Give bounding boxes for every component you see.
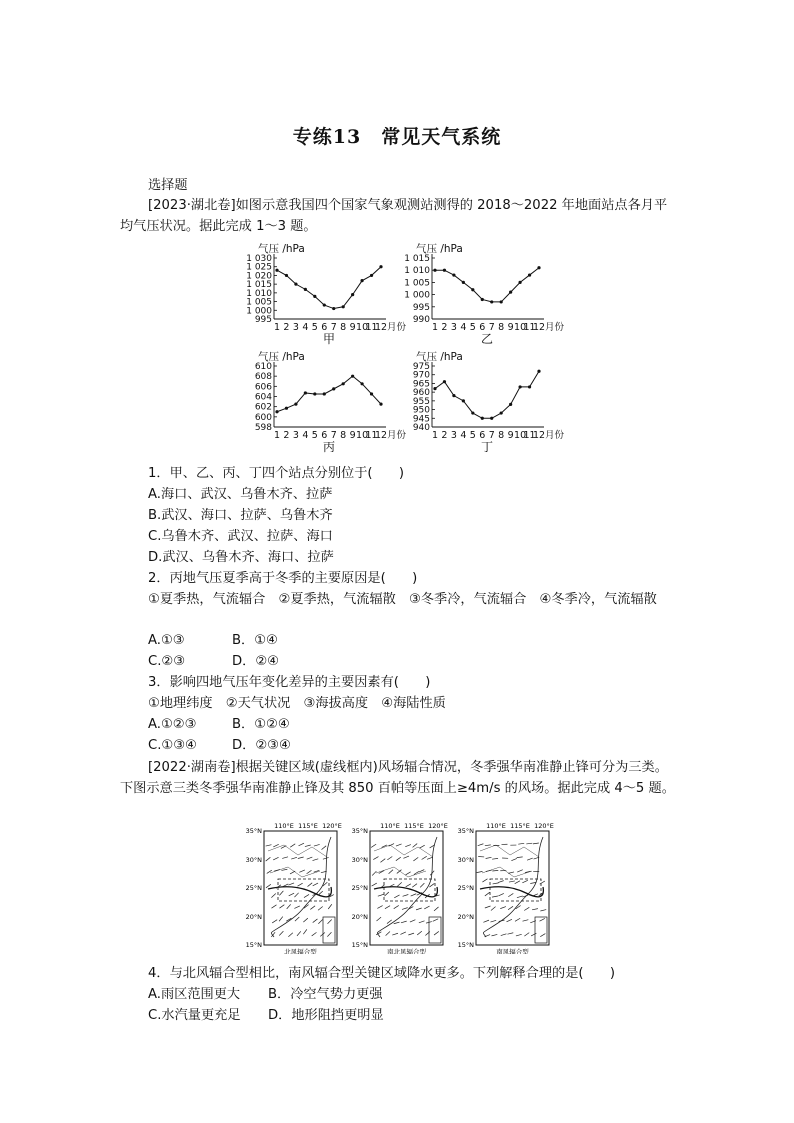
x-tick-label: 4	[302, 430, 309, 441]
x-tick-label: 6	[479, 322, 486, 333]
series-line	[277, 267, 381, 309]
x-tick-label: 11	[365, 322, 378, 333]
data-point	[537, 370, 540, 373]
y-tick-label: 965	[412, 379, 430, 390]
data-point	[452, 394, 455, 397]
data-point	[379, 403, 382, 406]
x-tick-label: 3	[450, 430, 457, 441]
q4-option-b: B．冷空气势力更强	[268, 987, 383, 1002]
q4-options-row-2	[148, 1006, 384, 1026]
x-tick-label: 9	[507, 430, 514, 441]
y-tick-label: 970	[412, 370, 430, 381]
x-tick-label: 5	[311, 322, 318, 333]
data-point	[500, 411, 503, 414]
q3-stem: 3．影响四地气压年变化差异的主要因素有( )	[148, 675, 431, 690]
data-point	[443, 269, 446, 272]
x-tick-label: 2	[441, 322, 448, 333]
data-point	[509, 403, 512, 406]
q2-options-row-2	[148, 652, 279, 672]
x-tick-label: 5	[311, 430, 318, 441]
q3-option-c: C.①③④	[148, 738, 197, 753]
q1-option-d: D.武汉、乌鲁木齐、海口、拉萨	[148, 550, 334, 565]
latitude-label: 35°N	[457, 827, 474, 835]
series-line	[277, 376, 381, 412]
data-point	[481, 298, 484, 301]
q3-option-d: D．②③④	[232, 738, 291, 753]
data-point	[323, 303, 326, 306]
series-line	[435, 371, 539, 418]
x-axis-label: 月份	[545, 322, 565, 333]
x-axis-label: 月份	[387, 430, 407, 441]
q2-option-c: C.②③	[148, 654, 186, 669]
q1-option-a: A.海口、武汉、乌鲁木齐、拉萨	[148, 487, 333, 502]
x-axis-label: 月份	[387, 322, 407, 333]
x-tick-label: 1	[273, 430, 281, 441]
data-point	[360, 382, 363, 385]
y-tick-label: 608	[254, 372, 272, 383]
x-tick-label: 7	[488, 430, 495, 441]
x-tick-label: 2	[283, 322, 290, 333]
data-point	[332, 387, 335, 390]
x-tick-label: 3	[292, 430, 299, 441]
longitude-label: 120°E	[428, 822, 448, 830]
y-tick-label: 940	[412, 423, 430, 433]
y-tick-label: 1 000	[404, 290, 430, 301]
q3-options-row-1	[148, 715, 290, 735]
y-tick-label: 600	[254, 412, 272, 423]
q4-stem: 4．与北风辐合型相比，南风辐合型关键区域降水更多。下列解释合理的是( )	[148, 966, 616, 981]
x-tick-label: 12	[532, 322, 546, 333]
y-tick-label: 995	[412, 302, 430, 313]
y-axis-label: 气压 /hPa	[416, 243, 463, 255]
latitude-label: 20°N	[246, 913, 262, 921]
q3-option-a: A.①②③	[148, 717, 197, 732]
x-tick-label: 9	[507, 322, 514, 333]
y-tick-label: 1 015	[404, 254, 430, 264]
wind-field-maps	[246, 822, 556, 958]
x-tick-label: 4	[460, 322, 467, 333]
y-tick-label: 1 020	[246, 271, 272, 282]
longitude-label: 110°E	[380, 822, 400, 830]
x-tick-label: 2	[283, 430, 290, 441]
south-china-sea-inset	[323, 917, 335, 943]
chart-ding	[404, 348, 569, 458]
x-tick-label: 1	[431, 430, 439, 441]
data-point	[490, 417, 493, 420]
y-tick-label: 1 010	[404, 266, 430, 277]
y-tick-label: 1 005	[404, 278, 430, 289]
data-point	[313, 295, 316, 298]
data-point	[443, 380, 446, 383]
section-label: 选择题	[148, 178, 188, 193]
x-tick-label: 6	[321, 322, 328, 333]
q3-options-row-2	[148, 736, 291, 756]
x-tick-label: 2	[441, 430, 448, 441]
x-axis-label: 月份	[545, 430, 565, 441]
q2-options-row-1	[148, 631, 278, 651]
data-point	[360, 279, 363, 282]
chart-name: 丁	[480, 440, 494, 454]
data-point	[294, 403, 297, 406]
x-tick-label: 7	[330, 430, 337, 441]
x-tick-label: 4	[302, 322, 309, 333]
q1-option-b: B.武汉、海口、拉萨、乌鲁木齐	[148, 508, 333, 523]
data-point	[471, 411, 474, 414]
data-point	[370, 274, 373, 277]
data-point	[490, 300, 493, 303]
data-point	[537, 266, 540, 269]
latitude-label: 30°N	[351, 856, 368, 864]
data-point	[275, 269, 278, 272]
x-tick-label: 4	[460, 430, 467, 441]
x-tick-label: 3	[292, 322, 299, 333]
data-point	[351, 375, 354, 378]
data-point	[471, 288, 474, 291]
x-tick-label: 5	[469, 322, 476, 333]
latitude-label: 35°N	[246, 827, 262, 835]
y-tick-label: 955	[412, 396, 430, 407]
data-point	[528, 273, 531, 276]
x-tick-label: 11	[523, 322, 536, 333]
data-point	[342, 382, 345, 385]
q4-option-d: D．地形阻挡更明显	[268, 1008, 384, 1023]
map-caption: 南风辐合型	[496, 948, 529, 954]
data-point	[332, 307, 335, 310]
y-tick-label: 990	[412, 315, 430, 325]
x-tick-label: 8	[498, 322, 505, 333]
y-axis-label: 气压 /hPa	[258, 351, 305, 363]
data-point	[528, 385, 531, 388]
data-point	[304, 288, 307, 291]
x-tick-label: 8	[340, 322, 347, 333]
data-point	[462, 281, 465, 284]
data-point	[379, 265, 382, 268]
y-tick-label: 945	[412, 414, 430, 425]
intro-paragraph-1: [2023·湖北卷]如图示意我国四个国家气象观测站测得的 2018～2022 年地面站点各月平均气压状况。据此完成 1～3 题。	[120, 198, 668, 234]
y-tick-label: 598	[254, 423, 272, 433]
x-tick-label: 6	[321, 430, 328, 441]
data-point	[433, 269, 436, 272]
y-tick-label: 1 005	[246, 297, 272, 308]
y-tick-label: 610	[254, 362, 272, 372]
data-point	[462, 399, 465, 402]
x-tick-label: 10	[356, 322, 369, 333]
x-tick-label: 8	[498, 430, 505, 441]
south-china-sea-inset	[535, 917, 547, 943]
x-tick-label: 7	[488, 322, 495, 333]
data-point	[304, 391, 307, 394]
latitude-label: 35°N	[351, 827, 368, 835]
y-tick-label: 604	[254, 392, 272, 403]
chart-yi	[404, 240, 569, 348]
data-point	[500, 300, 503, 303]
y-tick-label: 1 010	[246, 288, 272, 299]
y-axis-label: 气压 /hPa	[258, 243, 305, 255]
intro-paragraph-2: [2022·湖南卷]根据关键区域(虚线框内)风场辐合情况，冬季强华南准静止锋可分为三类。下图示意三类冬季强华南准静止锋及其 850 百帕等压面上≥4m/s 的风场。据此完成 4～5 题。	[120, 760, 675, 796]
q4-options-row-1	[148, 985, 383, 1005]
data-point	[351, 293, 354, 296]
y-tick-label: 1 030	[246, 254, 272, 264]
y-tick-label: 995	[254, 315, 272, 325]
q1-stem: 1．甲、乙、丙、丁四个站点分别位于( )	[148, 466, 405, 481]
latitude-label: 25°N	[351, 884, 368, 892]
x-tick-label: 8	[340, 430, 347, 441]
chart-jia	[246, 240, 407, 348]
longitude-label: 115°E	[298, 822, 318, 830]
q4-option-c: C.水汽量更充足	[148, 1008, 241, 1023]
x-tick-label: 12	[532, 430, 546, 441]
longitude-label: 115°E	[404, 822, 424, 830]
data-point	[518, 281, 521, 284]
south-china-sea-inset	[429, 917, 441, 943]
y-axis-label: 气压 /hPa	[416, 351, 463, 363]
latitude-label: 15°N	[457, 941, 474, 949]
data-point	[323, 392, 326, 395]
chart-name: 甲	[322, 332, 336, 346]
x-tick-label: 3	[450, 322, 457, 333]
q2-option-b: B．①④	[232, 633, 278, 648]
latitude-label: 15°N	[351, 941, 368, 949]
x-tick-label: 7	[330, 322, 337, 333]
map-caption: 南北风辐合型	[387, 948, 426, 954]
y-tick-label: 1 000	[246, 306, 272, 317]
page-title: 专练13 常见天气系统	[292, 126, 502, 148]
x-tick-label: 12	[374, 322, 388, 333]
chart-bing	[246, 348, 407, 458]
x-tick-label: 11	[523, 430, 536, 441]
data-point	[285, 407, 288, 410]
y-tick-label: 975	[412, 362, 430, 372]
latitude-label: 20°N	[351, 913, 368, 921]
x-tick-label: 10	[514, 430, 527, 441]
data-point	[481, 417, 484, 420]
latitude-label: 20°N	[457, 913, 474, 921]
y-tick-label: 602	[254, 402, 272, 413]
q2-stem: 2．丙地气压夏季高于冬季的主要原因是( )	[148, 571, 418, 586]
series-line	[435, 268, 539, 302]
y-tick-label: 1 025	[246, 262, 272, 273]
latitude-label: 30°N	[457, 856, 474, 864]
x-tick-label: 10	[514, 322, 527, 333]
data-point	[370, 392, 373, 395]
latitude-label: 25°N	[457, 884, 474, 892]
x-tick-label: 5	[469, 430, 476, 441]
x-tick-label: 9	[349, 430, 356, 441]
x-tick-label: 11	[365, 430, 378, 441]
x-tick-label: 1	[431, 322, 439, 333]
chart-name: 乙	[480, 332, 494, 346]
q3-choices-text: ①地理纬度 ②天气状况 ③海拔高度 ④海陆性质	[148, 696, 446, 711]
longitude-label: 120°E	[322, 822, 342, 830]
x-tick-label: 1	[273, 322, 281, 333]
x-tick-label: 6	[479, 430, 486, 441]
latitude-label: 25°N	[246, 884, 262, 892]
latitude-label: 15°N	[246, 941, 262, 949]
longitude-label: 110°E	[486, 822, 506, 830]
longitude-label: 115°E	[510, 822, 530, 830]
data-point	[452, 273, 455, 276]
q3-option-b: B．①②④	[232, 717, 290, 732]
data-point	[509, 291, 512, 294]
q1-option-c: C.乌鲁木齐、武汉、拉萨、海口	[148, 529, 333, 544]
y-tick-label: 960	[412, 388, 430, 399]
data-point	[433, 387, 436, 390]
y-tick-label: 1 015	[246, 280, 272, 291]
data-point	[285, 274, 288, 277]
latitude-label: 30°N	[246, 856, 262, 864]
y-tick-label: 606	[254, 382, 272, 393]
q2-option-a: A.①③	[148, 633, 185, 648]
map-caption: 北风辐合型	[284, 948, 317, 954]
data-point	[313, 392, 316, 395]
x-tick-label: 12	[374, 430, 388, 441]
q2-choices-text: ①夏季热，气流辐合 ②夏季热，气流辐散 ③冬季冷，气流辐合 ④冬季冷，气流辐散	[148, 592, 657, 607]
data-point	[294, 283, 297, 286]
y-tick-label: 950	[412, 405, 430, 416]
data-point	[342, 305, 345, 308]
data-point	[275, 410, 278, 413]
data-point	[518, 385, 521, 388]
q4-option-a: A.雨区范围更大	[148, 987, 241, 1002]
longitude-label: 120°E	[534, 822, 554, 830]
x-tick-label: 10	[356, 430, 369, 441]
x-tick-label: 9	[349, 322, 356, 333]
longitude-label: 110°E	[274, 822, 294, 830]
q2-option-d: D．②④	[232, 654, 279, 669]
chart-name: 丙	[322, 440, 336, 454]
